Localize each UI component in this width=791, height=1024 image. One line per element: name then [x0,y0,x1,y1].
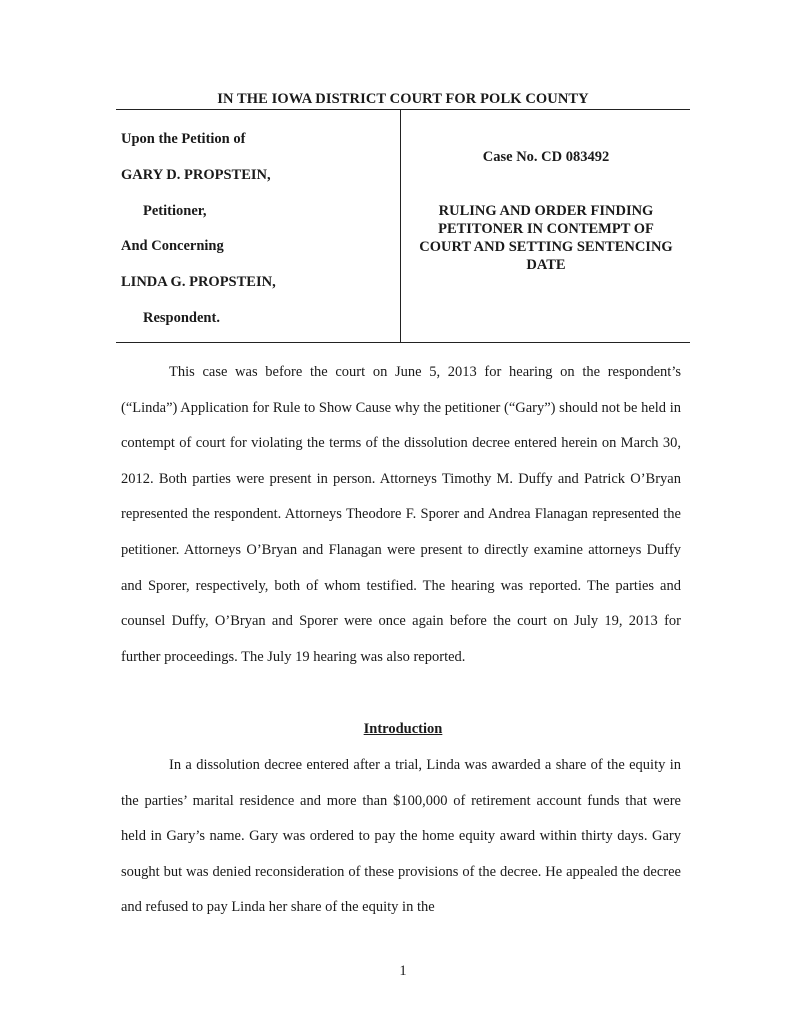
petitioner-name: GARY D. PROPSTEIN, [121,167,271,183]
court-title: IN THE IOWA DISTRICT COURT FOR POLK COUNTY [217,91,589,107]
caption-bottom-rule [116,342,690,343]
body-paragraph-2 [121,748,681,926]
ruling-title: RULING AND ORDER FINDING PETITONER IN CONTEMPT OF COURT AND SETTING SENTENCING DATE [419,203,673,273]
case-number: Case No. CD 083492 [482,149,610,165]
introduction-heading: Introduction [363,721,443,737]
page-number: 1 [399,963,407,979]
paragraph-text: This case was before the court on June 5, 2013 for hearing on the respondent’s (“Linda”) Application for Rule to Show Cause why the petitioner (“Gary”) should not be held in contempt of court for violating the terms of the dissolution decree entered herein on March 30, 2012. Both parties were present in person. Attorneys Timothy M. Duffy and Patrick O’Bryan represented the respondent. Attorneys Theodore F. Sporer and Andrea Flanagan represented the petitioner. Attorneys O’Bryan and Flanagan were present to directly examine attorneys Duffy and Sporer, respectively, both of whom testified. The hearing was reported. The parties and counsel Duffy, O’Bryan and Sporer were once again before the court on July 19, 2013 for further proceedings. The July 19 hearing was also reported. [121,364,681,665]
respondent-name: LINDA G. PROPSTEIN, [121,274,276,290]
respondent-role: Respondent. [143,310,220,326]
body-paragraph-1 [121,355,681,675]
caption-top-rule [116,109,690,110]
caption-divider [400,110,401,342]
petition-intro: Upon the Petition of [121,131,246,147]
petitioner-role: Petitioner, [143,203,207,219]
concerning-label: And Concerning [121,238,224,254]
paragraph-text: In a dissolution decree entered after a trial, Linda was awarded a share of the equity in the parties’ marital residence and more than $100,000 of retirement account funds that were held in Gary’s name. Gary was ordered to pay the home equity award within thirty days. Gary sought but was denied reconsideration of these provisions of the decree. He appealed the decree and refused to pay Linda her share of the equity in the [121,757,681,916]
